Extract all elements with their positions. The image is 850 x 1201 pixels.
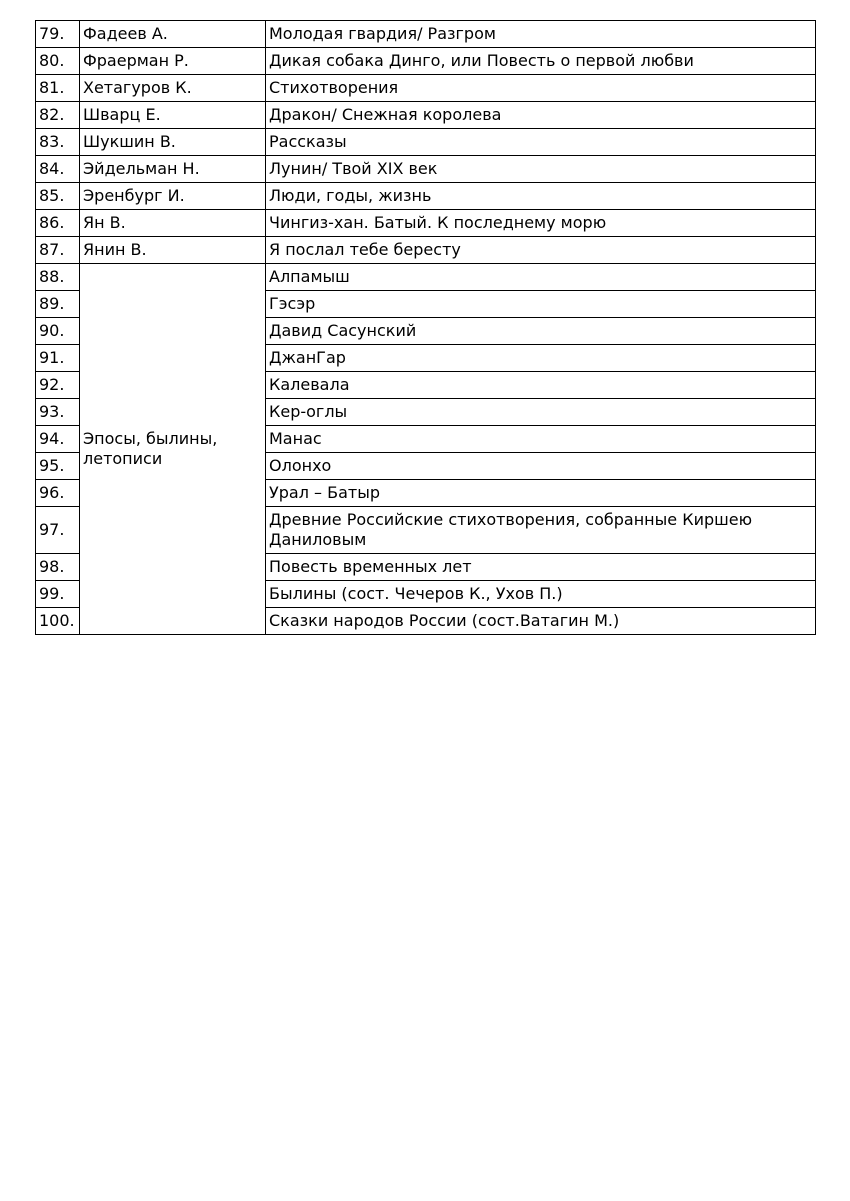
row-title: Кер-оглы — [266, 399, 816, 426]
row-author: Шукшин В. — [80, 129, 266, 156]
row-number: 88. — [36, 264, 80, 291]
row-number: 91. — [36, 345, 80, 372]
row-title: Калевала — [266, 372, 816, 399]
row-number: 100. — [36, 608, 80, 635]
row-number: 81. — [36, 75, 80, 102]
row-title: Я послал тебе бересту — [266, 237, 816, 264]
row-title: Сказки народов России (сост.Ватагин М.) — [266, 608, 816, 635]
row-number: 84. — [36, 156, 80, 183]
row-number: 89. — [36, 291, 80, 318]
row-author: Ян В. — [80, 210, 266, 237]
row-number: 92. — [36, 372, 80, 399]
row-title: Олонхо — [266, 453, 816, 480]
row-title: Дракон/ Снежная королева — [266, 102, 816, 129]
row-number: 83. — [36, 129, 80, 156]
book-list-table — [35, 20, 816, 635]
row-author: Эйдельман Н. — [80, 156, 266, 183]
row-title: ДжанГар — [266, 345, 816, 372]
row-number: 90. — [36, 318, 80, 345]
row-title: Дикая собака Динго, или Повесть о первой любви — [266, 48, 816, 75]
row-title: Былины (сост. Чечеров К., Ухов П.) — [266, 581, 816, 608]
row-number: 87. — [36, 237, 80, 264]
row-number: 95. — [36, 453, 80, 480]
table-row — [36, 48, 816, 75]
row-title: Рассказы — [266, 129, 816, 156]
row-title: Люди, годы, жизнь — [266, 183, 816, 210]
row-author: Фадеев А. — [80, 21, 266, 48]
row-author: Эренбург И. — [80, 183, 266, 210]
table-row — [36, 102, 816, 129]
table-row — [36, 237, 816, 264]
table-row — [36, 183, 816, 210]
table-row — [36, 129, 816, 156]
row-number: 82. — [36, 102, 80, 129]
row-title: Молодая гвардия/ Разгром — [266, 21, 816, 48]
row-title: Стихотворения — [266, 75, 816, 102]
row-number: 79. — [36, 21, 80, 48]
row-title: Повесть временных лет — [266, 554, 816, 581]
table-row — [36, 156, 816, 183]
row-author: Шварц Е. — [80, 102, 266, 129]
table-row — [36, 264, 816, 291]
group-author-cell: Эпосы, былины, летописи — [80, 264, 266, 635]
row-title: Гэсэр — [266, 291, 816, 318]
row-number: 96. — [36, 480, 80, 507]
row-title: Алпамыш — [266, 264, 816, 291]
row-title: Чингиз-хан. Батый. К последнему морю — [266, 210, 816, 237]
row-author: Фраерман Р. — [80, 48, 266, 75]
row-number: 85. — [36, 183, 80, 210]
book-list-body — [36, 21, 816, 635]
row-number: 99. — [36, 581, 80, 608]
table-row — [36, 21, 816, 48]
row-title: Урал – Батыр — [266, 480, 816, 507]
row-number: 97. — [36, 507, 80, 554]
row-author: Хетагуров К. — [80, 75, 266, 102]
row-title: Древние Российские стихотворения, собранные Киршею Даниловым — [266, 507, 816, 554]
row-title: Давид Сасунский — [266, 318, 816, 345]
row-number: 86. — [36, 210, 80, 237]
row-author: Янин В. — [80, 237, 266, 264]
row-number: 80. — [36, 48, 80, 75]
table-row — [36, 75, 816, 102]
row-title: Лунин/ Твой XIX век — [266, 156, 816, 183]
row-number: 93. — [36, 399, 80, 426]
table-row — [36, 210, 816, 237]
row-number: 98. — [36, 554, 80, 581]
row-title: Манас — [266, 426, 816, 453]
row-number: 94. — [36, 426, 80, 453]
